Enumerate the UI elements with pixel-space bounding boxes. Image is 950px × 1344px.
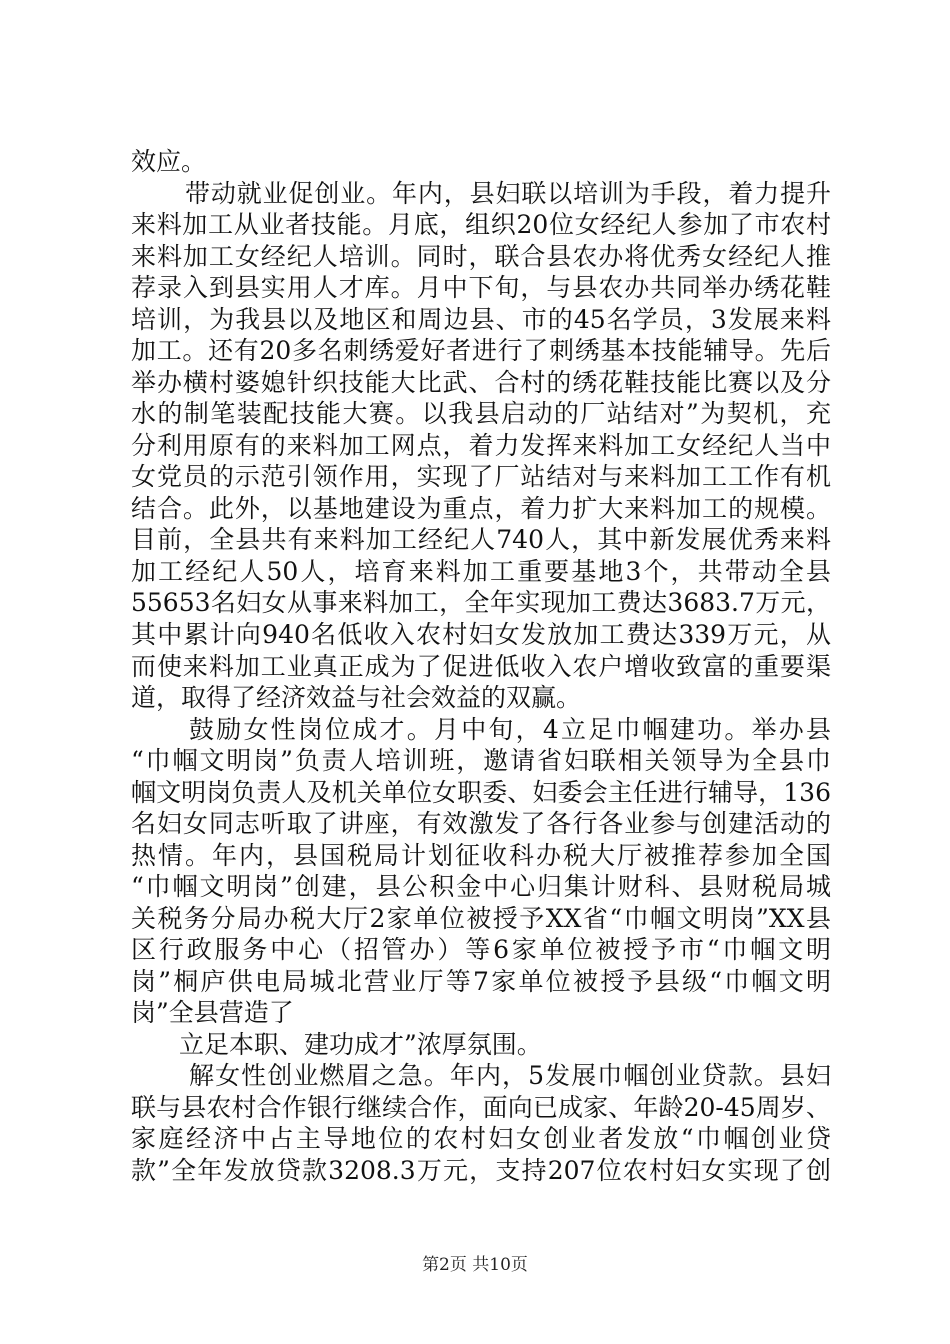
text-line: 55653名妇女从事来料加工，全年实现加工费达3683.7万元， xyxy=(131,588,831,617)
text-line: 结合。此外，以基地建设为重点，着力扩大来料加工的规模。 xyxy=(131,494,831,523)
text-line: 家庭经济中占主导地位的农村妇女创业者发放“巾帼创业贷 xyxy=(131,1124,831,1153)
text-line: 解女性创业燃眉之急。年内，5发展巾帼创业贷款。县妇 xyxy=(189,1061,831,1090)
text-line: 带动就业促创业。年内，县妇联以培训为手段，着力提升 xyxy=(185,179,831,208)
text-line: 举办横村婆媳针织技能大比武、合村的绣花鞋技能比赛以及分 xyxy=(131,368,831,397)
text-line: 岗”桐庐供电局城北营业厅等7家单位被授予县级“巾帼文明 xyxy=(131,967,831,996)
text-line: 加工。还有20多名刺绣爱好者进行了刺绣基本技能辅导。先后 xyxy=(131,336,831,365)
text-line: 关税务分局办税大厅2家单位被授予XX省“巾帼文明岗”XX县 xyxy=(131,904,831,933)
text-line: 培训，为我县以及地区和周边县、市的45名学员，3发展来料 xyxy=(131,305,831,334)
text-line: 而使来料加工业真正成为了促进低收入农户增收致富的重要渠 xyxy=(131,652,831,681)
text-line: 目前，全县共有来料加工经纪人740人，其中新发展优秀来料 xyxy=(131,525,831,554)
text-line: 热情。年内，县国税局计划征收科办税大厅被推荐参加全国 xyxy=(131,841,831,870)
text-line: 区行政服务中心（招管办）等6家单位被授予市“巾帼文明 xyxy=(131,935,831,964)
text-line: “巾帼文明岗”创建，县公积金中心归集计财科、县财税局城 xyxy=(131,872,831,901)
text-line: “巾帼文明岗”负责人培训班，邀请省妇联相关领导为全县巾 xyxy=(131,746,831,775)
text-line: 款”全年发放贷款3208.3万元，支持207位农村妇女实现了创 xyxy=(131,1156,831,1185)
page-footer: 第2页 共10页 xyxy=(422,1255,528,1275)
text-line: 荐录入到县实用人才库。月中下旬，与县农办共同举办绣花鞋 xyxy=(131,273,831,302)
text-line: 鼓励女性岗位成才。月中旬，4立足巾帼建功。举办县 xyxy=(189,715,831,744)
text-line: 来料加工从业者技能。月底，组织20位女经纪人参加了市农村 xyxy=(131,210,831,239)
text-line: 加工经纪人50人，培育来料加工重要基地3个，共带动全县 xyxy=(131,557,831,586)
text-line: 帼文明岗负责人及机关单位女职委、妇委会主任进行辅导，136 xyxy=(131,778,831,807)
text-line: 来料加工女经纪人培训。同时，联合县农办将优秀女经纪人推 xyxy=(131,242,831,271)
text-line: 效应。 xyxy=(131,147,207,176)
text-line: 水的制笔装配技能大赛。以我县启动的厂站结对”为契机，充 xyxy=(131,399,831,428)
text-line: 立足本职、建功成才”浓厚氛围。 xyxy=(179,1030,542,1059)
text-line: 其中累计向940名低收入农村妇女发放加工费达339万元，从 xyxy=(131,620,831,649)
text-line: 联与县农村合作银行继续合作，面向已成家、年龄20-45周岁、 xyxy=(131,1093,831,1122)
text-line: 分利用原有的来料加工网点，着力发挥来料加工女经纪人当中 xyxy=(131,431,831,460)
text-line: 女党员的示范引领作用，实现了厂站结对与来料加工工作有机 xyxy=(131,462,831,491)
text-line: 岗”全县营造了 xyxy=(131,998,294,1027)
text-line: 名妇女同志听取了讲座，有效激发了各行各业参与创建活动的 xyxy=(131,809,831,838)
text-line: 道，取得了经济效益与社会效益的双赢。 xyxy=(131,683,582,712)
